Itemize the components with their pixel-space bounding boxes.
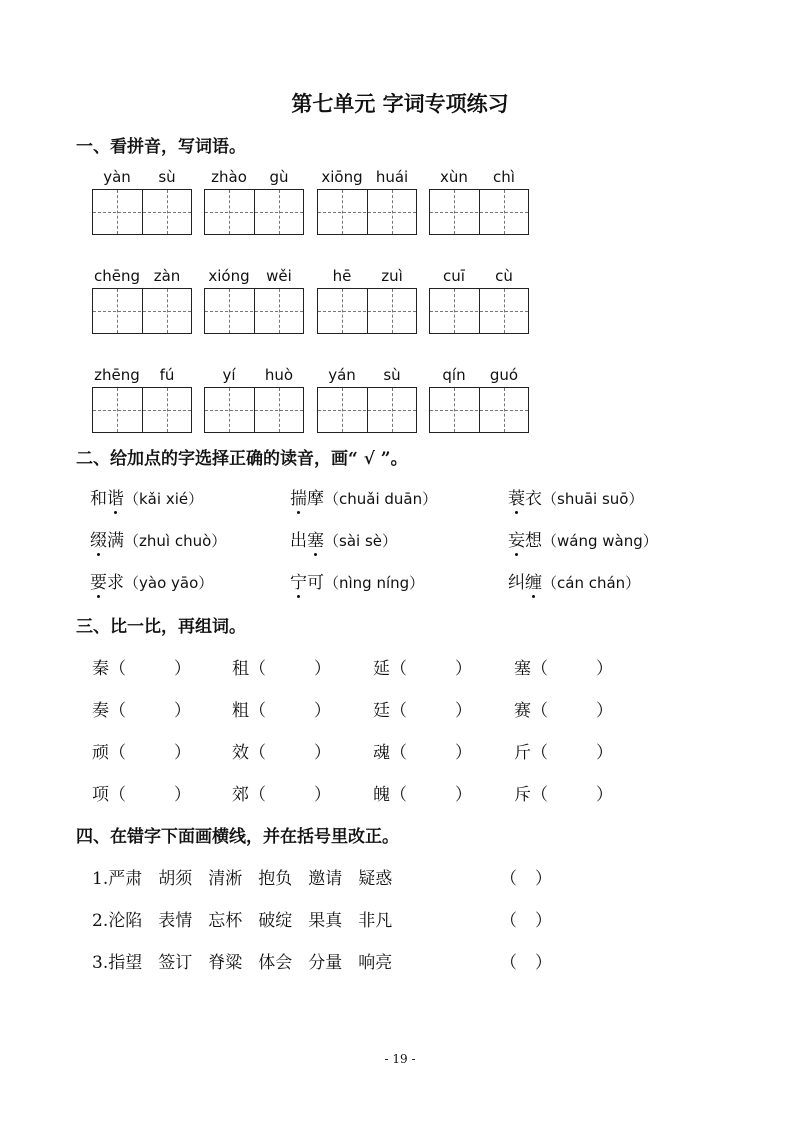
- paren-close: ）: [535, 911, 552, 931]
- pinyin-options: （yào yāo）: [124, 574, 214, 592]
- pinyin: sù: [158, 168, 176, 186]
- pinyin: zuì: [381, 267, 403, 285]
- item-number: 1.: [92, 869, 109, 889]
- item-number: 2.: [92, 911, 109, 931]
- compare-item[interactable]: [232, 696, 331, 721]
- char: 可: [307, 573, 324, 593]
- paren-open: （: [531, 785, 548, 805]
- paren-open: （: [390, 743, 407, 763]
- pinyin: wěi: [266, 267, 292, 285]
- reading-item[interactable]: [290, 568, 424, 593]
- section-2-heading: 二、给加点的字选择正确的读音，画“ √ ”。: [76, 449, 408, 469]
- section-4-heading: 四、在错字下面画横线，并在括号里改正。: [76, 827, 399, 847]
- pinyin: huái: [375, 168, 409, 186]
- char: 斥: [514, 785, 531, 805]
- paren-close: ）: [314, 785, 331, 805]
- char: 顽: [92, 743, 109, 763]
- page-number: - 19 -: [384, 1052, 416, 1066]
- pinyin: chì: [493, 168, 515, 186]
- pinyin: zhēng: [94, 366, 140, 384]
- paren-close: ）: [535, 953, 552, 973]
- writing-grid-row-3: [92, 387, 532, 433]
- word[interactable]: 非凡: [358, 911, 393, 931]
- char: 衣: [525, 489, 542, 509]
- paren-close: ）: [314, 743, 331, 763]
- reading-item[interactable]: [508, 568, 640, 593]
- paren-open: （: [249, 701, 266, 721]
- compare-item[interactable]: [514, 738, 613, 763]
- pinyin: zàn: [153, 267, 181, 285]
- pinyin-options: （kǎi xié）: [124, 490, 204, 508]
- char: 秦: [92, 659, 109, 679]
- char: 延: [373, 659, 390, 679]
- paren-close: ）: [455, 701, 472, 721]
- word[interactable]: 疑惑: [358, 869, 393, 889]
- paren-open: （: [109, 659, 126, 679]
- compare-item[interactable]: [373, 780, 472, 805]
- char: 塞: [514, 659, 531, 679]
- pinyin-options: （wáng wàng）: [542, 532, 658, 550]
- pinyin-row-3: [92, 366, 532, 386]
- paren-open: （: [500, 953, 517, 973]
- word[interactable]: 沦陷: [108, 911, 143, 931]
- dotted-char: 揣: [290, 484, 307, 509]
- compare-item[interactable]: [92, 654, 191, 679]
- pinyin-options: （sài sè）: [324, 532, 397, 550]
- pinyin: yí: [222, 366, 236, 384]
- reading-item[interactable]: [290, 526, 397, 551]
- word[interactable]: 清淅: [208, 869, 243, 889]
- writing-grid-row-1: [92, 189, 532, 235]
- compare-item[interactable]: [514, 780, 613, 805]
- writing-box[interactable]: [429, 288, 529, 334]
- reading-item[interactable]: [508, 484, 643, 509]
- pinyin: qín: [442, 366, 466, 384]
- paren-close: ）: [455, 659, 472, 679]
- correction-line-2: [92, 906, 408, 931]
- char: 魂: [373, 743, 390, 763]
- char: 出: [290, 531, 307, 551]
- writing-box[interactable]: [317, 387, 417, 433]
- writing-box[interactable]: [204, 189, 304, 235]
- paren-close: ）: [455, 743, 472, 763]
- compare-item[interactable]: [514, 696, 613, 721]
- paren-close: ）: [596, 785, 613, 805]
- pinyin: xùn: [440, 168, 468, 186]
- dotted-char: 谐: [107, 484, 124, 509]
- word[interactable]: 严肃: [108, 869, 143, 889]
- char: 求: [107, 573, 124, 593]
- dotted-char: 缠: [525, 568, 542, 593]
- pinyin-row-2: [92, 267, 532, 287]
- word[interactable]: 抱负: [258, 869, 293, 889]
- char: 奏: [92, 701, 109, 721]
- char: 魄: [373, 785, 390, 805]
- pinyin-options: （shuāi suō）: [542, 490, 644, 508]
- compare-item[interactable]: [514, 654, 613, 679]
- char: 租: [232, 659, 249, 679]
- char: 满: [107, 531, 124, 551]
- pinyin: guó: [489, 366, 519, 384]
- paren-close: ）: [174, 743, 191, 763]
- char: 纠: [508, 573, 525, 593]
- compare-item[interactable]: [232, 780, 331, 805]
- word[interactable]: 果真: [308, 911, 343, 931]
- pinyin: xiōng: [321, 168, 363, 186]
- pinyin: xióng: [208, 267, 250, 285]
- word[interactable]: 邀请: [308, 869, 343, 889]
- pinyin: huò: [264, 366, 294, 384]
- pinyin: gù: [269, 168, 289, 186]
- char: 和: [90, 489, 107, 509]
- char: 粗: [232, 701, 249, 721]
- char: 想: [525, 531, 542, 551]
- writing-box[interactable]: [92, 189, 192, 235]
- word[interactable]: 分量: [308, 953, 343, 973]
- paren-open: （: [249, 743, 266, 763]
- paren-open: （: [390, 659, 407, 679]
- paren-close: ）: [174, 701, 191, 721]
- word[interactable]: 指望: [108, 953, 143, 973]
- pinyin: chēng: [93, 267, 140, 285]
- pinyin: sù: [383, 366, 401, 384]
- paren-open: （: [249, 785, 266, 805]
- word[interactable]: 忘杯: [208, 911, 243, 931]
- paren-open: （: [390, 701, 407, 721]
- paren-close: ）: [596, 701, 613, 721]
- compare-item[interactable]: [232, 738, 331, 763]
- char: 廷: [373, 701, 390, 721]
- writing-box[interactable]: [92, 387, 192, 433]
- dotted-char: 宁: [290, 568, 307, 593]
- paren-open: （: [500, 869, 517, 889]
- pinyin: cù: [495, 267, 513, 285]
- page-title: 第七单元 字词专项练习: [291, 91, 509, 116]
- word[interactable]: 脊粱: [208, 953, 243, 973]
- dotted-char: 塞: [307, 526, 324, 551]
- reading-item[interactable]: [508, 526, 658, 551]
- compare-item[interactable]: [373, 696, 472, 721]
- compare-item[interactable]: [92, 738, 191, 763]
- pinyin: zhào: [211, 168, 247, 186]
- answer-parentheses[interactable]: [500, 906, 552, 931]
- pinyin: yàn: [103, 168, 131, 186]
- char: 斤: [514, 743, 531, 763]
- word[interactable]: 破绽: [258, 911, 293, 931]
- writing-box[interactable]: [317, 288, 417, 334]
- answer-parentheses[interactable]: [500, 864, 552, 889]
- correction-line-1: [92, 864, 408, 889]
- char: 项: [92, 785, 109, 805]
- paren-close: ）: [535, 869, 552, 889]
- correction-line-3: [92, 948, 408, 973]
- compare-item[interactable]: [373, 738, 472, 763]
- writing-box[interactable]: [204, 288, 304, 334]
- paren-close: ）: [314, 701, 331, 721]
- pinyin: hē: [332, 267, 352, 285]
- char: 郊: [232, 785, 249, 805]
- paren-open: （: [531, 743, 548, 763]
- paren-close: ）: [174, 659, 191, 679]
- answer-parentheses[interactable]: [500, 948, 552, 973]
- reading-item[interactable]: [90, 484, 203, 509]
- pinyin-options: （nìng níng）: [324, 574, 425, 592]
- paren-open: （: [249, 659, 266, 679]
- paren-open: （: [500, 911, 517, 931]
- reading-item[interactable]: [90, 568, 213, 593]
- writing-grid-row-2: [92, 288, 532, 334]
- compare-item[interactable]: [92, 696, 191, 721]
- reading-item[interactable]: [90, 526, 226, 551]
- pinyin-row-1: [92, 168, 532, 188]
- word[interactable]: 响亮: [358, 953, 393, 973]
- paren-close: ）: [314, 659, 331, 679]
- section-1-heading: 一、看拼音，写词语。: [76, 137, 246, 157]
- compare-item[interactable]: [232, 654, 331, 679]
- paren-close: ）: [596, 743, 613, 763]
- section-3-heading: 三、比一比，再组词。: [76, 617, 246, 637]
- writing-box[interactable]: [317, 189, 417, 235]
- pinyin-options: （chuǎi duān）: [324, 490, 438, 508]
- paren-close: ）: [455, 785, 472, 805]
- writing-box[interactable]: [429, 189, 529, 235]
- paren-open: （: [531, 659, 548, 679]
- writing-box[interactable]: [204, 387, 304, 433]
- dotted-char: 蓑: [508, 484, 525, 509]
- paren-close: ）: [174, 785, 191, 805]
- word[interactable]: 签订: [158, 953, 193, 973]
- pinyin: yán: [328, 366, 356, 384]
- pinyin-options: （cán chán）: [542, 574, 641, 592]
- word[interactable]: 体会: [258, 953, 293, 973]
- paren-open: （: [390, 785, 407, 805]
- pinyin-options: （zhuì chuò）: [124, 532, 227, 550]
- paren-open: （: [109, 785, 126, 805]
- char: 摩: [307, 489, 324, 509]
- pinyin: cuī: [443, 267, 465, 285]
- item-number: 3.: [92, 953, 109, 973]
- char: 效: [232, 743, 249, 763]
- paren-open: （: [109, 701, 126, 721]
- writing-box[interactable]: [429, 387, 529, 433]
- paren-open: （: [109, 743, 126, 763]
- char: 赛: [514, 701, 531, 721]
- dotted-char: 要: [90, 568, 107, 593]
- compare-item[interactable]: [92, 780, 191, 805]
- paren-close: ）: [596, 659, 613, 679]
- pinyin: fú: [159, 366, 175, 384]
- dotted-char: 缀: [90, 526, 107, 551]
- compare-item[interactable]: [373, 654, 472, 679]
- writing-box[interactable]: [92, 288, 192, 334]
- dotted-char: 妄: [508, 526, 525, 551]
- reading-item[interactable]: [290, 484, 437, 509]
- paren-open: （: [531, 701, 548, 721]
- word[interactable]: 表情: [158, 911, 193, 931]
- word[interactable]: 胡须: [158, 869, 193, 889]
